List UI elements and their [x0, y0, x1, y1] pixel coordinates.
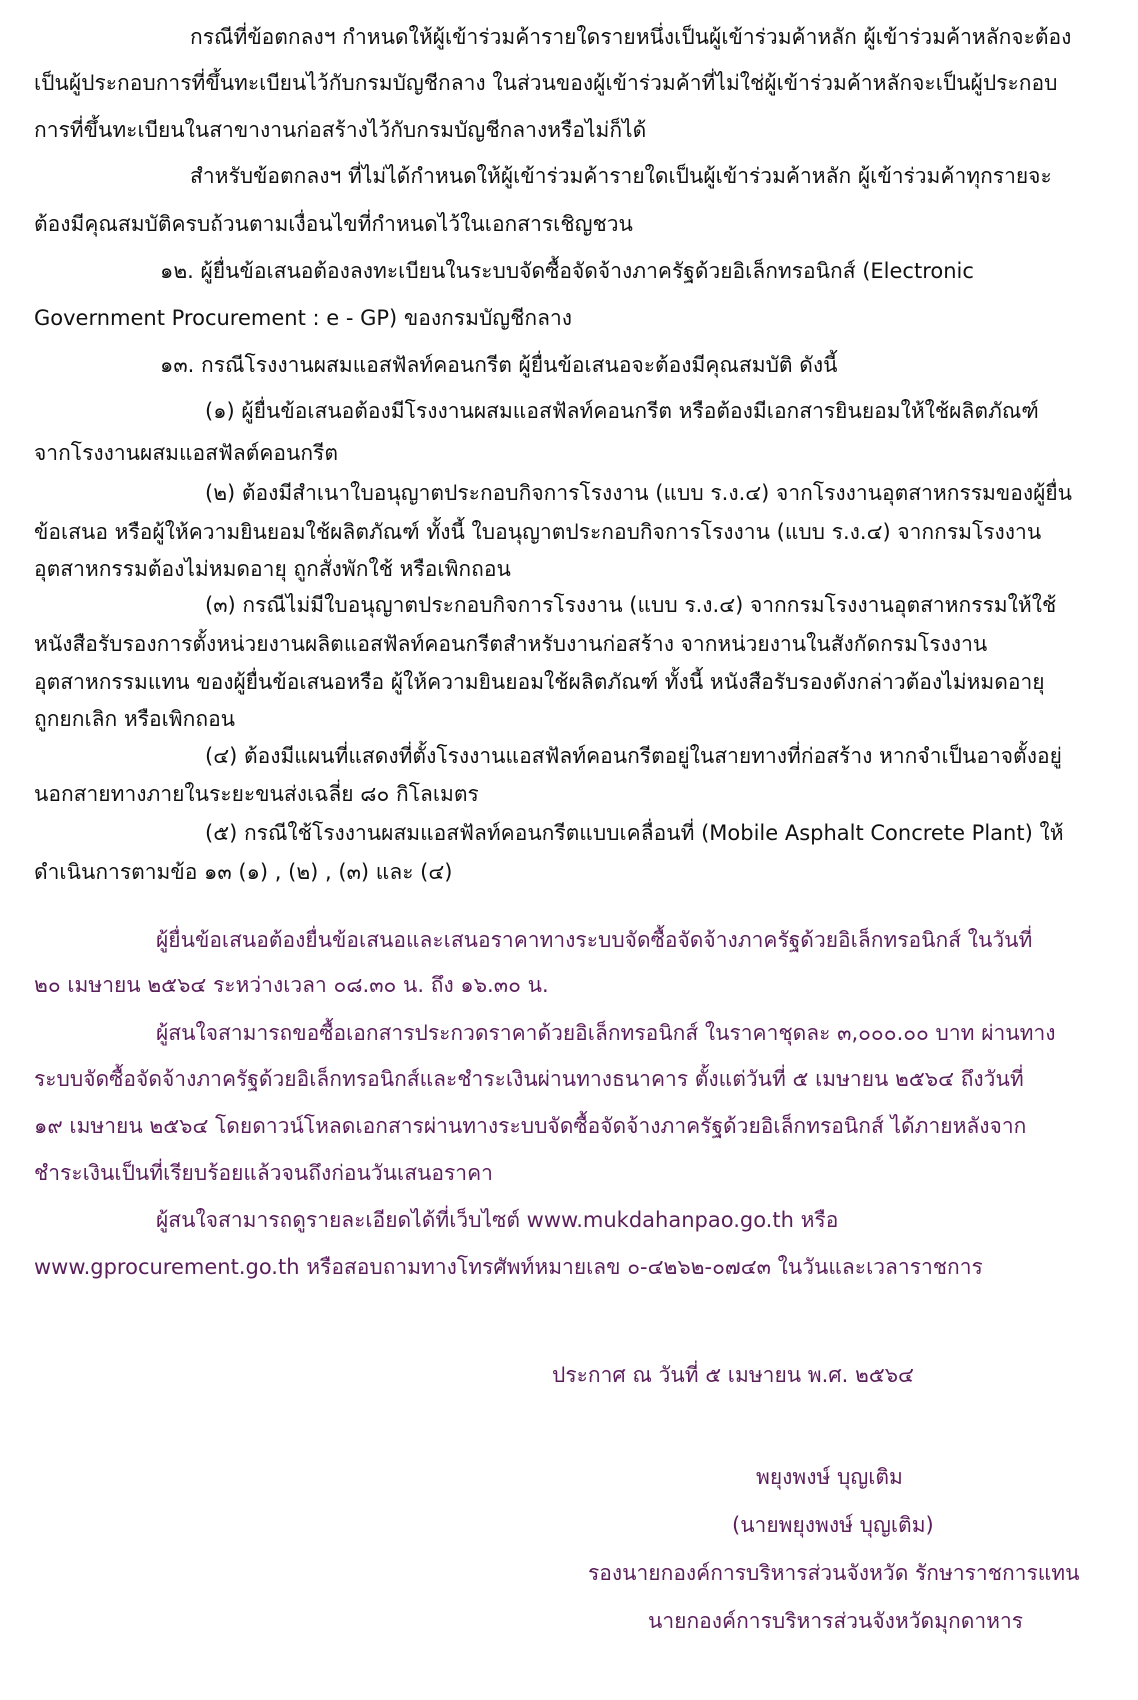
body-line: ดำเนินการตามข้อ ๑๓ (๑) , (๒) , (๓) และ (๔)	[34, 860, 453, 884]
body-line: Government Procurement : e - GP) ของกรมบัญชีกลาง	[34, 306, 573, 330]
body-line: หนังสือรับรองการตั้งหน่วยงานผลิตแอสฟัลท์คอนกรีตสำหรับงานก่อสร้าง จากหน่วยงานในสังกัดกรมโรงงาน	[34, 632, 988, 656]
notice-line: ผู้สนใจสามารถขอซื้อเอกสารประกวดราคาด้วยอิเล็กทรอนิกส์ ในราคาชุดละ ๓,๐๐๐.๐๐ บาท ผ่านทาง	[156, 1021, 1056, 1045]
signature-position-line1: รองนายกองค์การบริหารส่วนจังหวัด รักษาราชการแทน	[588, 1561, 1080, 1585]
notice-line: ผู้ยื่นข้อเสนอต้องยื่นข้อเสนอและเสนอราคาทางระบบจัดซื้อจัดจ้างภาครัฐด้วยอิเล็กทรอนิกส์ ในวันที่	[156, 928, 1033, 952]
body-line: สำหรับข้อตกลงฯ ที่ไม่ได้กำหนดให้ผู้เข้าร่วมค้ารายใดเป็นผู้เข้าร่วมค้าหลัก ผู้เข้าร่วมค้าทุกรายจะ	[190, 164, 1052, 188]
signature-position-line2: นายกองค์การบริหารส่วนจังหวัดมุกดาหาร	[648, 1609, 1024, 1633]
notice-line: www.gprocurement.go.th หรือสอบถามทางโทรศัพท์หมายเลข ๐-๔๒๖๒-๐๗๔๓ ในวันและเวลาราชการ	[34, 1255, 983, 1279]
body-line: นอกสายทางภายในระยะขนส่งเฉลี่ย ๘๐ กิโลเมตร	[34, 782, 479, 806]
signature-name: พยุงพงษ์ บุญเติม	[756, 1465, 903, 1489]
body-line: ๑๒. ผู้ยื่นข้อเสนอต้องลงทะเบียนในระบบจัดซื้อจัดจ้างภาครัฐด้วยอิเล็กทรอนิกส์ (Electronic	[160, 259, 974, 283]
body-line: จากโรงงานผสมแอสฟัลต์คอนกรีต	[34, 441, 338, 465]
notice-line: ๒๐ เมษายน ๒๕๖๔ ระหว่างเวลา ๐๘.๓๐ น. ถึง ๑๖.๓๐ น.	[34, 973, 549, 997]
body-line: เป็นผู้ประกอบการที่ขึ้นทะเบียนไว้กับกรมบัญชีกลาง ในส่วนของผู้เข้าร่วมค้าที่ไม่ใช่ผู้เข้าร่วมค้าหลักจะเป็นผู้ประกอบ	[34, 71, 1058, 95]
body-line: อุตสาหกรรมต้องไม่หมดอายุ ถูกสั่งพักใช้ หรือเพิกถอน	[34, 557, 511, 581]
body-line: ๑๓. กรณีโรงงานผสมแอสฟัลท์คอนกรีต ผู้ยื่นข้อเสนอจะต้องมีคุณสมบัติ ดังนี้	[160, 353, 838, 377]
body-line: (๒) ต้องมีสำเนาใบอนุญาตประกอบกิจการโรงงาน (แบบ ร.ง.๔) จากโรงงานอุตสาหกรรมของผู้ยื่น	[205, 481, 1073, 505]
announce-date: ประกาศ ณ วันที่ ๕ เมษายน พ.ศ. ๒๕๖๔	[552, 1363, 914, 1387]
body-line: การที่ขึ้นทะเบียนในสาขางานก่อสร้างไว้กับกรมบัญชีกลางหรือไม่ก็ได้	[34, 118, 647, 142]
body-line: (๕) กรณีใช้โรงงานผสมแอสฟัลท์คอนกรีตแบบเคลื่อนที่ (Mobile Asphalt Concrete Plant) ให้	[205, 821, 1064, 845]
notice-line: ระบบจัดซื้อจัดจ้างภาครัฐด้วยอิเล็กทรอนิกส์และชำระเงินผ่านทางธนาคาร ตั้งแต่วันที่ ๕ เมษายน ๒๕๖๔ ถึงวันที่	[34, 1067, 1024, 1091]
body-line: ถูกยกเลิก หรือเพิกถอน	[34, 707, 236, 731]
body-line: ต้องมีคุณสมบัติครบถ้วนตามเงื่อนไขที่กำหนดไว้ในเอกสารเชิญชวน	[34, 212, 633, 236]
notice-line: ชำระเงินเป็นที่เรียบร้อยแล้วจนถึงก่อนวันเสนอราคา	[34, 1161, 493, 1185]
signature-full-name: (นายพยุงพงษ์ บุญเติม)	[732, 1513, 934, 1537]
body-line: (๓) กรณีไม่มีใบอนุญาตประกอบกิจการโรงงาน (แบบ ร.ง.๔) จากกรมโรงงานอุตสาหกรรมให้ใช้	[205, 593, 1057, 617]
body-line: (๑) ผู้ยื่นข้อเสนอต้องมีโรงงานผสมแอสฟัลท์คอนกรีต หรือต้องมีเอกสารยินยอมให้ใช้ผลิตภัณฑ์	[205, 399, 1039, 423]
body-line: (๔) ต้องมีแผนที่แสดงที่ตั้งโรงงานแอสฟัลท์คอนกรีตอยู่ในสายทางที่ก่อสร้าง หากจำเป็นอาจตั้งอยู่	[205, 744, 1062, 768]
notice-line: ๑๙ เมษายน ๒๕๖๔ โดยดาวน์โหลดเอกสารผ่านทางระบบจัดซื้อจัดจ้างภาครัฐด้วยอิเล็กทรอนิกส์ ได้ภายหลังจาก	[34, 1114, 1027, 1138]
body-line: ข้อเสนอ หรือผู้ให้ความยินยอมใช้ผลิตภัณฑ์ ทั้งนี้ ใบอนุญาตประกอบกิจการโรงงาน (แบบ ร.ง.๔) จากกรมโรงงาน	[34, 520, 1042, 544]
body-line: อุตสาหกรรมแทน ของผู้ยื่นข้อเสนอหรือ ผู้ให้ความยินยอมใช้ผลิตภัณฑ์ ทั้งนี้ หนังสือรับรองดังกล่าวต้องไม่หมดอายุ	[34, 670, 1045, 694]
notice-line: ผู้สนใจสามารถดูรายละเอียดได้ที่เว็บไซต์ www.mukdahanpao.go.th หรือ	[156, 1208, 839, 1232]
body-line: กรณีที่ข้อตกลงฯ กำหนดให้ผู้เข้าร่วมค้ารายใดรายหนึ่งเป็นผู้เข้าร่วมค้าหลัก ผู้เข้าร่วมค้าหลักจะต้อง	[190, 25, 1072, 49]
